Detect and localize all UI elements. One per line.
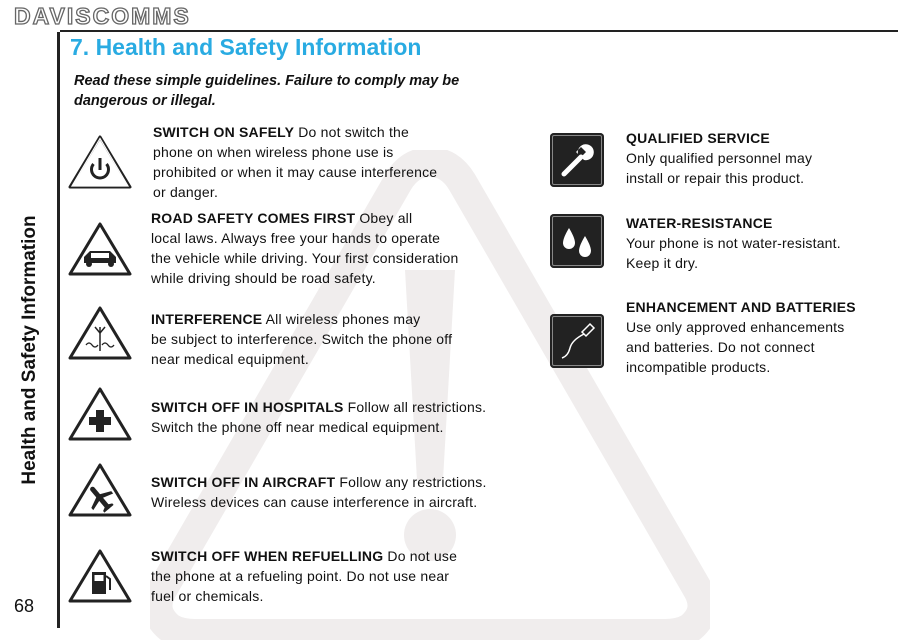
item-text: while driving should be road safety. (151, 270, 376, 286)
item-text: phone on when wireless phone use is (153, 144, 394, 160)
item-heading: ENHANCEMENT AND BATTERIES (626, 299, 856, 315)
item-text: All wireless phones may (262, 311, 421, 327)
item-text: Only qualified personnel may (626, 150, 813, 166)
item-text: Obey all (355, 210, 413, 226)
item-heading: QUALIFIED SERVICE (626, 130, 770, 146)
power-icon (68, 134, 132, 190)
item-text: local laws. Always free your hands to operate (151, 230, 441, 246)
item-text: install or repair this product. (626, 170, 805, 186)
wrench-icon (550, 133, 604, 187)
sidebar-section-title: Health and Safety Information (19, 215, 40, 485)
item-text: Follow all restrictions. (343, 399, 487, 415)
airplane-icon (68, 462, 132, 518)
item-road-safety (151, 208, 458, 288)
item-heading: SWITCH OFF IN HOSPITALS (151, 399, 344, 415)
item-text: incompatible products. (626, 359, 771, 375)
item-text: fuel or chemicals. (151, 588, 264, 604)
item-text: Switch the phone off near medical equipment. (151, 419, 444, 435)
intro-text: Read these simple guidelines. Failure to comply may be dangerous or illegal. (74, 73, 460, 109)
item-heading: ROAD SAFETY COMES FIRST (151, 210, 356, 226)
item-hospitals (151, 397, 486, 437)
car-icon (68, 221, 132, 277)
item-heading: SWITCH OFF IN AIRCRAFT (151, 474, 336, 490)
item-heading: WATER-RESISTANCE (626, 215, 773, 231)
header-divider (60, 30, 898, 32)
fuel-pump-icon (68, 548, 132, 604)
item-text: the vehicle while driving. Your first consideration (151, 250, 459, 266)
item-qualified-service (626, 128, 812, 188)
item-text: Keep it dry. (626, 255, 699, 271)
item-text: Do not switch the (294, 124, 410, 140)
item-aircraft (151, 472, 487, 512)
item-text: Do not use (383, 548, 458, 564)
item-text: Wireless devices can cause interference in aircraft. (151, 494, 478, 510)
item-text: Follow any restrictions. (335, 474, 487, 490)
item-text: Your phone is not water-resistant. (626, 235, 841, 251)
item-text: or danger. (153, 184, 219, 200)
page-title: 7. Health and Safety Information (70, 34, 422, 60)
item-text: and batteries. Do not connect (626, 339, 815, 355)
item-heading: SWITCH ON SAFELY (153, 124, 295, 140)
item-text: be subject to interference. Switch the phone off (151, 331, 453, 347)
item-heading: INTERFERENCE (151, 311, 263, 327)
item-text: Use only approved enhancements (626, 319, 845, 335)
item-interference (151, 309, 452, 369)
medical-cross-icon (68, 386, 132, 442)
water-drops-icon (550, 214, 604, 268)
page-number: 68 (14, 596, 35, 616)
item-refuelling (151, 546, 457, 606)
brand-logo: DAVISCOMMS (14, 3, 191, 29)
item-heading: SWITCH OFF WHEN REFUELLING (151, 548, 384, 564)
item-switch-on-safely (153, 122, 437, 202)
item-text: near medical equipment. (151, 351, 309, 367)
item-water-resistance (626, 213, 841, 273)
plug-icon (550, 314, 604, 368)
antenna-icon (68, 305, 132, 361)
item-enhancement-batteries (626, 297, 856, 377)
item-text: prohibited or when it may cause interference (153, 164, 438, 180)
item-text: the phone at a refueling point. Do not use near (151, 568, 450, 584)
